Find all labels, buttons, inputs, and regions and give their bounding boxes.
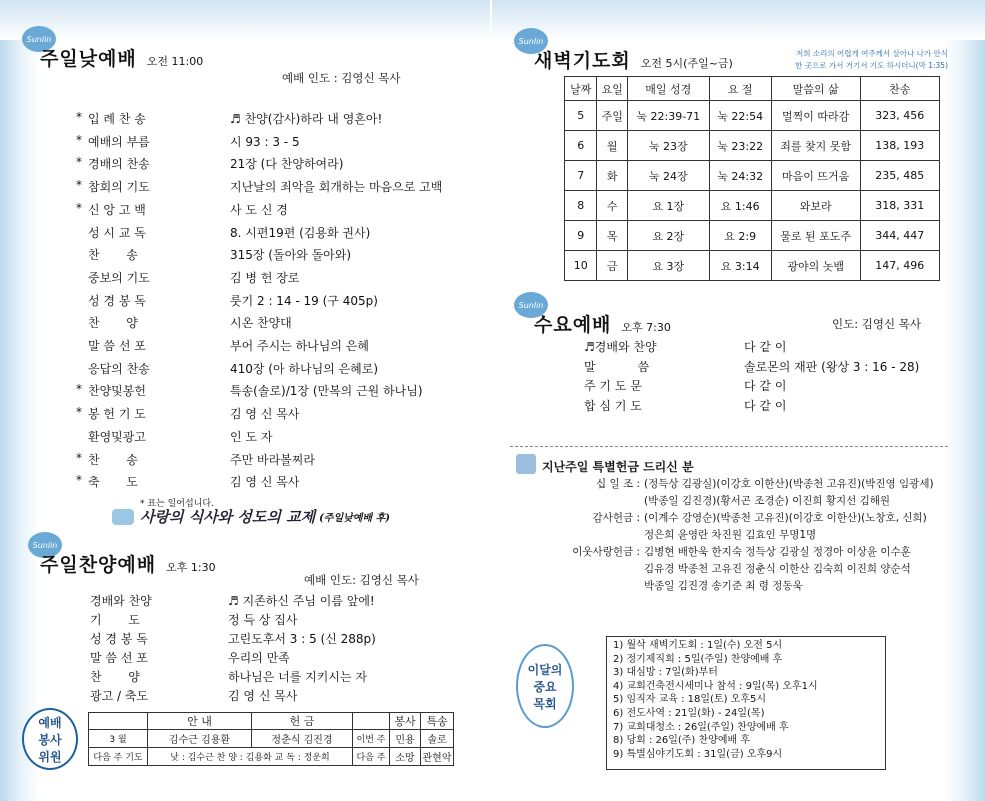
afternoon-leader: 예배 인도: 김영신 목사 — [304, 573, 419, 587]
morning-order-row — [76, 473, 456, 491]
sunlin-badge-4: Sunlin — [514, 292, 548, 318]
morning-order-row — [76, 224, 456, 242]
morning-header — [40, 44, 203, 71]
morning-order-row — [76, 155, 456, 173]
dawn-cell: 138, 193 — [860, 131, 939, 161]
order-label: 말 씀 선 포 — [90, 651, 148, 665]
monthly-label-3: 목회 — [533, 696, 557, 711]
committee-row-1 — [89, 730, 454, 748]
offering-names: 김병현 배한욱 한지숙 정득상 김광실 정경아 이상윤 이수훈 — [644, 546, 911, 558]
order-label: 성 경 봉 독 — [90, 632, 148, 646]
committee-r1c5: 솔로 — [421, 730, 454, 748]
order-value: 8. 시편19편 (김용화 권사) — [230, 225, 371, 240]
order-value: 시온 찬양대 — [230, 316, 292, 331]
dawn-cell: 와보라 — [771, 191, 860, 221]
leaf-icon — [112, 509, 134, 525]
order-label: 경배와 찬양 — [90, 594, 152, 608]
standing-mark: * — [76, 473, 82, 488]
offering-line — [536, 493, 966, 509]
morning-order-row — [76, 451, 456, 469]
dawn-cell: 눅 24장 — [627, 161, 709, 191]
dawn-cell: 물로 된 포도주 — [771, 221, 860, 251]
order-label: 기 도 — [90, 613, 140, 627]
wednesday-order-row — [584, 377, 944, 395]
dawn-table-body — [565, 101, 940, 281]
committee-r1c1: 김수근 김용환 — [148, 730, 252, 748]
dawn-col-header: 요일 — [597, 77, 627, 101]
fellowship-banner — [112, 506, 390, 527]
order-value: 하나님은 너를 지키시는 자 — [228, 670, 367, 684]
morning-order-row — [76, 110, 456, 128]
dawn-cell: 318, 331 — [860, 191, 939, 221]
dawn-cell: 눅 22:39-71 — [627, 101, 709, 131]
offering-line — [536, 527, 966, 543]
dawn-cell: 눅 23장 — [627, 131, 709, 161]
offering-line — [536, 544, 966, 560]
morning-order-row — [76, 178, 456, 196]
order-value: 룻기 2 : 14 - 19 (구 405p) — [230, 293, 378, 308]
committee-r2c5: 관현악 — [421, 748, 454, 766]
afternoon-order-row — [90, 592, 450, 610]
order-value: 다 같 이 — [744, 398, 787, 413]
standing-mark: * — [76, 450, 82, 465]
afternoon-order-row — [90, 649, 450, 667]
order-value: 솔로몬의 재판 (왕상 3 : 16 - 28) — [744, 359, 920, 374]
wednesday-order-row — [584, 397, 944, 415]
order-label: 광고 / 축도 — [90, 689, 149, 703]
standing-mark: * — [76, 178, 82, 193]
order-label: 주 기 도 문 — [584, 379, 642, 393]
committee-r2c0: 다음 주 기도 — [89, 748, 148, 766]
morning-order-row — [76, 360, 456, 378]
order-label: 참회의 기도 — [88, 180, 150, 195]
dawn-row — [565, 161, 940, 191]
morning-order-row — [76, 292, 456, 310]
offering-title: 지난주일 특별헌금 드리신 분 — [542, 460, 694, 474]
committee-r1c2: 정춘식 김진경 — [252, 730, 353, 748]
offering-names: 김유경 박종천 고유진 정춘식 이한산 김숙희 이진희 양순석 — [644, 563, 911, 575]
offering-line — [536, 578, 966, 594]
committee-label-2: 봉사 — [38, 732, 62, 747]
dawn-cell: 눅 22:54 — [709, 101, 771, 131]
morning-order-row — [76, 428, 456, 446]
dawn-cell: 죄를 찾지 못함 — [771, 131, 860, 161]
monthly-item: 7) 교회대청소 : 26일(주일) 찬양예배 후 — [613, 721, 789, 733]
offering-line — [536, 561, 966, 577]
offering-names: 정은희 윤영란 차진원 김효인 무명1명 — [644, 529, 817, 541]
offering-names: 박종일 김진경 송기준 최 령 정동욱 — [644, 580, 803, 592]
dawn-table — [564, 76, 940, 281]
dawn-cell: 목 — [597, 221, 627, 251]
dawn-cell: 5 — [565, 101, 597, 131]
order-value: 부어 주시는 하나님의 은혜 — [230, 339, 369, 353]
order-value: 시 93 : 3 - 5 — [230, 134, 300, 149]
dawn-cell: 요 1:46 — [709, 191, 771, 221]
monthly-item: 8) 당회 : 26일(주) 찬양예배 후 — [613, 735, 750, 747]
committee-label-3: 위원 — [38, 749, 62, 764]
wednesday-order-row — [584, 338, 944, 356]
order-label: 중보의 기도 — [88, 270, 150, 285]
order-value: 김 영 신 목사 — [228, 689, 298, 703]
afternoon-order-row — [90, 611, 450, 629]
monthly-item: 4) 교회건축전시세미나 참석 : 9일(목) 오후1시 — [613, 680, 818, 692]
dawn-cell: 요 2:9 — [709, 221, 771, 251]
offering-label: 감사헌금 : — [592, 512, 640, 524]
order-value: 특송(솔로)/1장 (만복의 근원 하나님) — [230, 384, 423, 399]
monthly-item: 3) 대심방 : 7일(화)부터 — [613, 667, 718, 679]
committee-h4: 봉사 — [390, 713, 421, 730]
offering-label: 십 일 조 : — [596, 478, 640, 490]
order-value: 우리의 만족 — [228, 651, 290, 665]
dawn-row — [565, 221, 940, 251]
afternoon-order-row — [90, 630, 450, 648]
dawn-cell: 눅 23:22 — [709, 131, 771, 161]
order-label: 경배의 찬송 — [88, 157, 150, 172]
offering-line — [536, 476, 966, 492]
order-label: 환영및광고 — [88, 429, 146, 444]
committee-r1c3: 이번 주 — [353, 730, 390, 748]
dawn-header — [534, 46, 733, 73]
committee-r2c1: 낮 : 김수근 찬 양 : 김용화 교 독 : 정운희 — [148, 748, 353, 766]
offering-names: (이계수 강영순)(박종천 고유진)(이강호 이한산)(노창호, 신희) — [644, 512, 927, 524]
afternoon-title: 주일찬양예배 — [40, 554, 157, 576]
morning-title: 주일낮예배 — [40, 48, 137, 70]
wednesday-time: 오후 7:30 — [621, 321, 671, 334]
order-value: 정 득 상 집사 — [228, 613, 298, 627]
morning-order-row — [76, 337, 456, 355]
offering-names: (정득상 김광실)(이강호 이한산)(박종천 고유진)(박진영 임광세) — [644, 478, 934, 490]
top-band — [0, 0, 490, 40]
order-value: 410장 (아 하나님의 은혜로) — [230, 361, 379, 376]
dawn-cell: 금 — [597, 251, 627, 281]
order-value: 김 영 신 목사 — [230, 475, 300, 490]
order-label: 말 씀 선 포 — [88, 339, 146, 353]
dawn-verse: 저희 소리의 어렵게 여주께서 살아나 나가 안식한 곳으로 가서 거기서 기도 하시더니(막 1:35) — [795, 49, 948, 70]
order-value: 인 도 자 — [230, 429, 273, 444]
dawn-cell: 요 1장 — [627, 191, 709, 221]
order-label: 성 시 교 독 — [88, 225, 146, 240]
committee-h0 — [89, 713, 148, 730]
order-label: 찬 송 — [88, 452, 138, 467]
dawn-cell: 323, 456 — [860, 101, 939, 131]
monthly-item: 1) 월삭 새벽기도회 : 1일(수) 오전 5시 — [613, 640, 783, 651]
order-label: 예배의 부름 — [88, 134, 150, 149]
order-value: 다 같 이 — [744, 379, 787, 393]
committee-h5: 특송 — [421, 713, 454, 730]
dawn-cell: 광야의 놋뱀 — [771, 251, 860, 281]
dawn-cell: 요 3장 — [627, 251, 709, 281]
monthly-label-1: 이달의 — [527, 662, 563, 677]
afternoon-header — [40, 550, 216, 577]
dawn-cell: 멀찍이 따라감 — [771, 101, 860, 131]
morning-order-row — [76, 133, 456, 151]
sunlin-badge-2: Sunlin — [28, 532, 62, 558]
order-value: 김 병 헌 장로 — [230, 270, 300, 285]
order-value: ♬ 지존하신 주님 이름 앞에! — [228, 594, 375, 608]
fellowship-text: 사랑의 식사와 성도의 교제 — [140, 508, 316, 526]
order-label: 신 앙 고 백 — [88, 202, 146, 217]
afternoon-order-row — [90, 687, 450, 705]
sunlin-badge-3: Sunlin — [514, 28, 548, 54]
committee-row-2 — [89, 748, 454, 766]
sunlin-badge: Sunlin — [22, 26, 56, 52]
wednesday-header — [534, 310, 671, 337]
committee-table — [88, 712, 454, 766]
committee-label-1: 예배 — [38, 715, 62, 730]
dawn-cell: 요 2장 — [627, 221, 709, 251]
committee-h2: 헌 금 — [252, 713, 353, 730]
dawn-cell: 월 — [597, 131, 627, 161]
order-label: 응답의 찬송 — [88, 361, 150, 376]
dawn-cell: 요 3:14 — [709, 251, 771, 281]
order-value: 다 같 이 — [744, 340, 787, 354]
order-label: 찬양및봉헌 — [88, 384, 146, 399]
monthly-item: 2) 정기제직회 : 5일(주일) 찬양예배 후 — [613, 653, 783, 665]
order-label: 찬 양 — [90, 670, 140, 684]
order-value: 사 도 신 경 — [230, 202, 288, 217]
dawn-cell: 8 — [565, 191, 597, 221]
committee-r2c4: 소망 — [390, 748, 421, 766]
order-label: 합 심 기 도 — [584, 398, 642, 413]
wednesday-title: 수요예배 — [534, 314, 612, 336]
committee-r1c4: 민용 — [390, 730, 421, 748]
dawn-cell: 7 — [565, 161, 597, 191]
dawn-cell: 주일 — [597, 101, 627, 131]
committee-h1: 안 내 — [148, 713, 252, 730]
morning-order-row — [76, 382, 456, 400]
standing-mark: * — [76, 200, 82, 215]
dawn-row — [565, 251, 940, 281]
order-label: 축 도 — [88, 475, 138, 490]
monthly-item: 5) 임직자 교육 : 18일(토) 오후5시 — [613, 694, 767, 706]
dawn-cell: 마음이 뜨거움 — [771, 161, 860, 191]
right-page — [492, 0, 985, 801]
order-label: 봉 헌 기 도 — [88, 407, 146, 422]
dawn-cell: 6 — [565, 131, 597, 161]
standing-mark: * — [76, 132, 82, 147]
dawn-cell: 147, 496 — [860, 251, 939, 281]
dawn-cell: 9 — [565, 221, 597, 251]
dawn-time: 오전 5시(주일~금) — [640, 57, 733, 70]
order-value: 21장 (다 찬양하여라) — [230, 157, 344, 172]
order-value: 주만 바라볼찌라 — [230, 452, 315, 467]
offering-line — [536, 510, 966, 526]
order-label: 성 경 봉 독 — [88, 293, 146, 308]
dawn-header-row — [565, 77, 940, 101]
grape-icon — [516, 454, 536, 474]
order-value: 고린도후서 3 : 5 (신 288p) — [228, 632, 376, 646]
morning-order-row — [76, 269, 456, 287]
committee-header-row — [89, 713, 454, 730]
wednesday-order-row — [584, 358, 944, 376]
dawn-cell: 화 — [597, 161, 627, 191]
offering-label: 이웃사랑헌금 : — [572, 546, 640, 558]
order-value: ♬ 찬양(감사)하라 내 영혼아! — [230, 112, 383, 126]
order-label: 찬 송 — [88, 248, 138, 263]
order-label: 입 례 찬 송 — [88, 112, 146, 126]
monthly-item: 9) 특별심야기도회 : 31일(금) 오후9시 — [613, 748, 783, 760]
morning-leader: 예배 인도 : 김영신 목사 — [282, 71, 401, 85]
dawn-col-header: 요 절 — [709, 77, 771, 101]
afternoon-order-row — [90, 668, 450, 686]
monthly-label-2: 중요 — [533, 679, 557, 694]
wednesday-leader: 인도: 김영신 목사 — [832, 317, 921, 331]
standing-mark: * — [76, 405, 82, 420]
order-value: 김 영 신 목사 — [230, 407, 300, 422]
dawn-row — [565, 191, 940, 221]
order-value: 지난날의 죄악을 회개하는 마음으로 고백 — [230, 180, 443, 195]
top-band-right — [492, 0, 985, 40]
morning-time: 오전 11:00 — [146, 55, 204, 68]
dawn-cell: 눅 24:32 — [709, 161, 771, 191]
dawn-col-header: 매일 성경 — [627, 77, 709, 101]
dawn-col-header: 날짜 — [565, 77, 597, 101]
standing-mark: * — [76, 155, 82, 170]
morning-order-row — [76, 201, 456, 219]
left-page — [0, 0, 490, 801]
dawn-cell: 수 — [597, 191, 627, 221]
divider — [510, 446, 948, 449]
dawn-col-header: 찬송 — [860, 77, 939, 101]
dawn-cell: 344, 447 — [860, 221, 939, 251]
standing-mark: * — [76, 382, 82, 397]
afternoon-time: 오후 1:30 — [166, 561, 216, 574]
dawn-title: 새벽기도회 — [534, 50, 631, 72]
committee-r1c0: 3 월 — [89, 730, 148, 748]
monthly-label — [516, 644, 574, 728]
dawn-cell: 10 — [565, 251, 597, 281]
order-label: 찬 양 — [88, 316, 138, 331]
dawn-row — [565, 131, 940, 161]
morning-order-row — [76, 314, 456, 332]
committee-label — [22, 708, 78, 770]
fellowship-sub: (주일낮예배 후) — [319, 513, 390, 524]
morning-order-row — [76, 246, 456, 264]
order-label: 말 씀 — [584, 359, 650, 374]
dawn-col-header: 말씀의 삶 — [771, 77, 860, 101]
committee-r2c3: 다음 주 — [353, 748, 390, 766]
monthly-item: 6) 전도사역 : 21일(화) - 24일(목) — [613, 707, 765, 719]
offering-names: (박종일 김진경)(황서곤 조경순) 이진희 황지선 김해원 — [644, 495, 891, 507]
standing-note: * 표는 일어섭니다. — [140, 499, 214, 509]
order-value: 315장 (돌아와 돌아와) — [230, 248, 352, 263]
standing-mark: * — [76, 110, 82, 124]
committee-h3 — [353, 713, 390, 730]
morning-order-row — [76, 405, 456, 423]
monthly-box — [606, 636, 886, 770]
dawn-row — [565, 101, 940, 131]
order-label: ♬경배와 찬양 — [584, 340, 657, 354]
dawn-cell: 235, 485 — [860, 161, 939, 191]
